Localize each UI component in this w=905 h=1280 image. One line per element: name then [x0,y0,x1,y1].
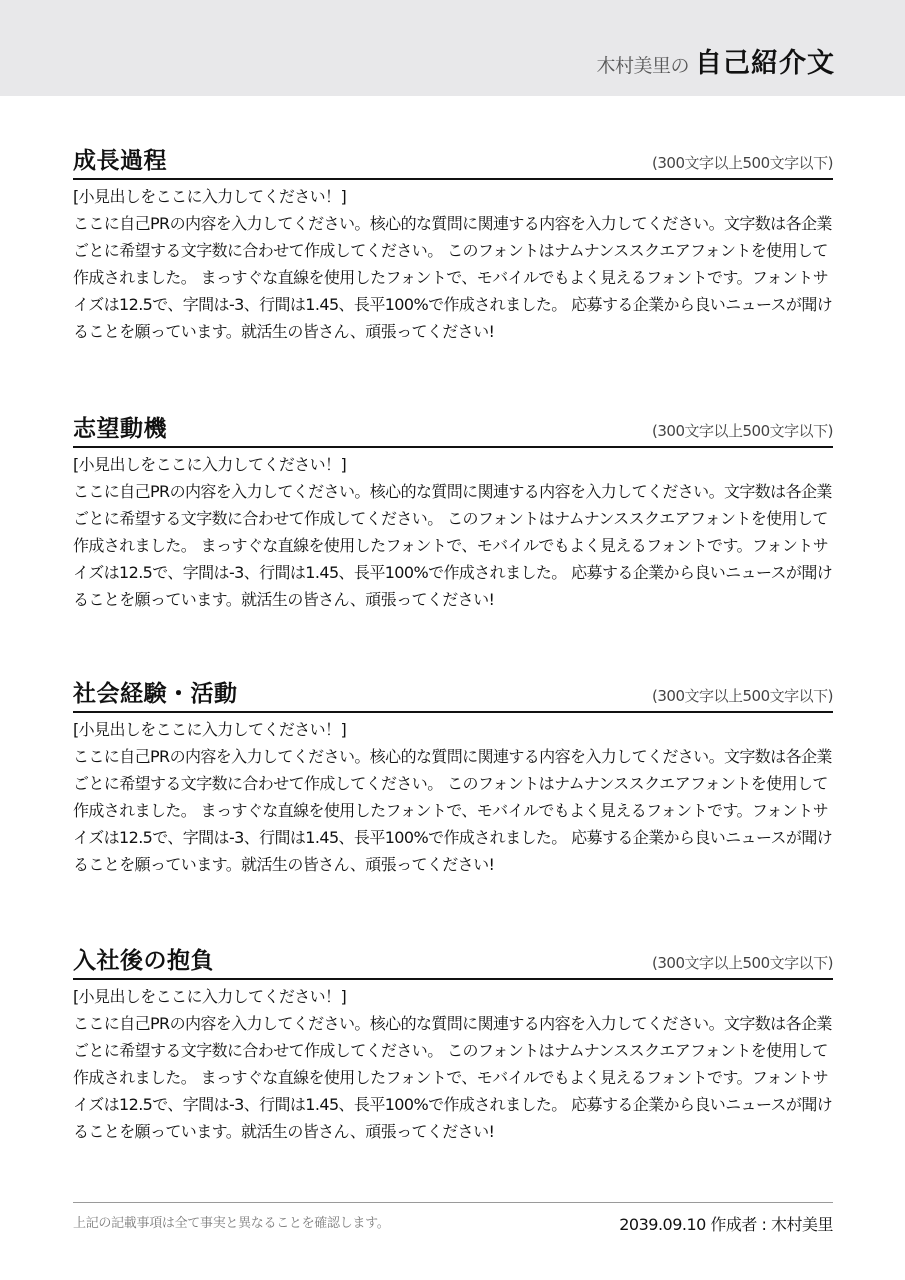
section-header [73,681,833,713]
section-header [73,148,833,180]
section-header [73,948,833,980]
section-subheading: [小見出しをここに入力してください！] [73,187,347,206]
author-name: 木村美里の [596,55,689,77]
document-title [596,50,835,77]
section-title: 成長過程 [73,148,167,174]
section-text: ここに自己PRの内容を入力してください。核心的な質問に関連する内容を入力してください。文字数は各企業ごとに希望する文字数に合わせて作成してください。 このフォントはナムナンススクエアフォントを使用して作成されました。 まっすぐな直線を使用したフォントで、モバイルでもよく見えるフォントです。フォントサイズは12.5で、字間は-3、行間は1.45、長平100%で作成されました。 応募する企業から良いニュースが聞けることを願っています。就活生の皆さん、頑張ってください! [73,482,833,609]
section-experience [73,681,833,878]
character-limit-note: (300文字以上500文字以下) [652,154,833,172]
page-title: 自己紹介文 [695,48,835,79]
footer-divider [73,1202,833,1203]
confirmation-statement: 上記の記載事項は全て事実と異なることを確認します。 [73,1216,390,1231]
character-limit-note: (300文字以上500文字以下) [652,954,833,972]
section-growth [73,148,833,345]
section-subheading: [小見出しをここに入力してください！] [73,720,347,739]
section-text: ここに自己PRの内容を入力してください。核心的な質問に関連する内容を入力してください。文字数は各企業ごとに希望する文字数に合わせて作成してください。 このフォントはナムナンススクエアフォントを使用して作成されました。 まっすぐな直線を使用したフォントで、モバイルでもよく見えるフォントです。フォントサイズは12.5で、字間は-3、行間は1.45、長平100%で作成されました。 応募する企業から良いニュースが聞けることを願っています。就活生の皆さん、頑張ってください! [73,747,833,874]
section-title: 入社後の抱負 [73,948,214,974]
section-body [73,448,833,613]
section-body [73,980,833,1145]
section-header [73,416,833,448]
character-limit-note: (300文字以上500文字以下) [652,687,833,705]
section-text: ここに自己PRの内容を入力してください。核心的な質問に関連する内容を入力してください。文字数は各企業ごとに希望する文字数に合わせて作成してください。 このフォントはナムナンススクエアフォントを使用して作成されました。 まっすぐな直線を使用したフォントで、モバイルでもよく見えるフォントです。フォントサイズは12.5で、字間は-3、行間は1.45、長平100%で作成されました。 応募する企業から良いニュースが聞けることを願っています。就活生の皆さん、頑張ってください! [73,1014,833,1141]
section-body [73,713,833,878]
section-text: ここに自己PRの内容を入力してください。核心的な質問に関連する内容を入力してください。文字数は各企業ごとに希望する文字数に合わせて作成してください。 このフォントはナムナンススクエアフォントを使用して作成されました。 まっすぐな直線を使用したフォントで、モバイルでもよく見えるフォントです。フォントサイズは12.5で、字間は-3、行間は1.45、長平100%で作成されました。 応募する企業から良いニュースが聞けることを願っています。就活生の皆さん、頑張ってください! [73,214,833,341]
section-subheading: [小見出しをここに入力してください！] [73,455,347,474]
section-motivation [73,416,833,613]
section-body [73,180,833,345]
section-subheading: [小見出しをここに入力してください！] [73,987,347,1006]
section-title: 志望動機 [73,416,167,442]
section-aspirations [73,948,833,1145]
character-limit-note: (300文字以上500文字以下) [652,422,833,440]
date-and-author: 2039.09.10 作成者 : 木村美里 [619,1215,833,1234]
section-title: 社会経験・活動 [73,681,238,707]
header-band [0,0,905,96]
